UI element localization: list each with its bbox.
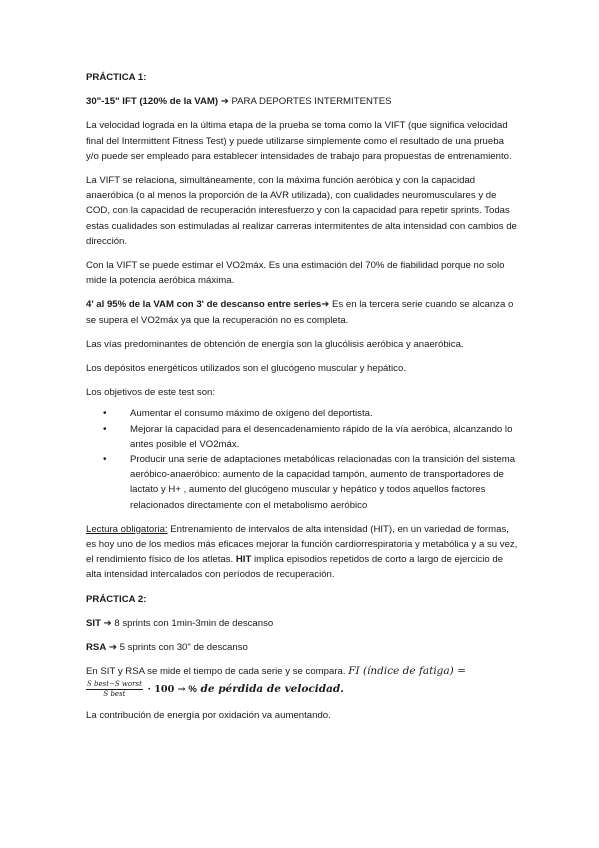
paragraph-vam-series — [86, 297, 518, 327]
paragraph-objectives-intro: Los objetivos de este test son: — [86, 387, 216, 399]
paragraph-rsa — [86, 640, 518, 655]
paragraph-closing: La contribución de energía por oxidación va aumentando. — [86, 709, 331, 721]
paragraph-formula — [86, 664, 518, 698]
paragraph-vift-definition: La velocidad lograda en la última etapa de la prueba se toma como la VIFT (que significa velocidad final del Intermittent Fitness Test) y puede utilizarse simplemente como el resultado de una prueba y/o puede ser empleado para establecer intensidades de trabajo para propuestas de entrenamiento. — [86, 120, 512, 162]
practica2-heading: PRÁCTICA 2: — [86, 593, 147, 605]
paragraph-energy-pathways: Las vías predominantes de obtención de energía son la glucólisis aeróbica y anaeróbica. — [86, 338, 464, 350]
rsa-text: 5 sprints con 30" de descanso — [116, 642, 248, 654]
sit-label: SIT — [86, 617, 101, 629]
formula-lhs: FI (índice de fatiga) = — [348, 665, 466, 678]
ift-subtitle: PARA DEPORTES INTERMITENTES — [228, 96, 392, 108]
rsa-label: RSA — [86, 642, 107, 654]
ift-title: 30"-15" IFT (120% de la VAM) — [86, 96, 219, 108]
lectura-text: Entrenamiento de intervalos de alta intensidad (HIT), en un variedad de formas, es hoy uno de los medios más eficaces mejorar la función cardiorrespiratoria y metabólica y a su vez, el rendimiento físico de los atletas. — [86, 523, 518, 566]
list-item: • Aumentar el consumo máximo de oxígeno del deportista. — [130, 406, 518, 421]
objectives-list — [86, 406, 518, 512]
arrow-icon: ➔ — [321, 299, 330, 311]
paragraph-vift-relation: La VIFT se relaciona, simultáneamente, con la máxima función aeróbica y con la capacidad anaeróbica (o al menos la proporción de la AVR utilizada), con cualidades neuromusculares y de COD, con la capacidad de recuperación interesfuerzo y con la capacidad para repetir sprints. Todas estas cualidades son estimuladas al realizar carreras intermitentes de alta intensidad con cambios de dirección. — [86, 175, 517, 247]
arrow-icon: ➔ — [108, 642, 117, 654]
formula-percent: % — [188, 683, 197, 695]
list-item: • Producir una serie de adaptaciones metabólicas relacionadas con la transición del sistema aeróbico-anaeróbico: aumento de la capacidad tampón, aumento de transportadores de lactato y H+ , aumento del glucógeno muscular y hepático y todos aquellos factores relacionados directamente con el metabolismo aeróbico — [130, 452, 518, 513]
sit-text: 8 sprints con 1min-3min de descanso — [111, 617, 274, 629]
fraction-numerator: S best−S worst — [87, 679, 142, 688]
paragraph-lectura — [86, 522, 518, 583]
paragraph-vo2max-estimate: Con la VIFT se puede estimar el VO2máx. Es una estimación del 70% de fiabilidad porque no solo mide la potencia aeróbica máxima. — [86, 260, 505, 287]
vam-series-text: Es en la tercera serie cuando se alcanza o se supera el VO2máx ya que la recuperación no es completa. — [86, 299, 514, 326]
document-body — [86, 70, 518, 723]
formula-multiplier: · 100 → — [147, 683, 186, 695]
formula-result: de pérdida de velocidad. — [196, 682, 344, 695]
paragraph-sit — [86, 616, 518, 631]
fraction-denominator: S best — [103, 689, 126, 698]
formula-fraction — [86, 680, 143, 699]
lectura-text-2: implica episodios repetidos de corto a largo de ejercicio de alta intensidad intercalados con períodos de recuperación. — [86, 554, 504, 581]
arrow-icon: ➔ — [220, 96, 229, 108]
practica1-subheading — [86, 94, 518, 109]
list-item: • Mejorar la capacidad para el desencadenamiento rápido de la vía aeróbica, alcanzando lo antes posible el VO2máx. — [130, 422, 518, 452]
lectura-label: Lectura obligatoria: — [86, 523, 168, 535]
formula-intro: En SIT y RSA se mide el tiempo de cada serie y se compara. — [86, 666, 349, 678]
hit-term: HIT — [235, 554, 252, 566]
practica1-heading: PRÁCTICA 1: — [86, 72, 147, 83]
arrow-icon: ➔ — [103, 617, 112, 629]
vam-series-title: 4' al 95% de la VAM con 3' de descanso entre series — [86, 299, 322, 311]
paragraph-energy-stores: Los depósitos energéticos utilizados son el glucógeno muscular y hepático. — [86, 363, 406, 375]
